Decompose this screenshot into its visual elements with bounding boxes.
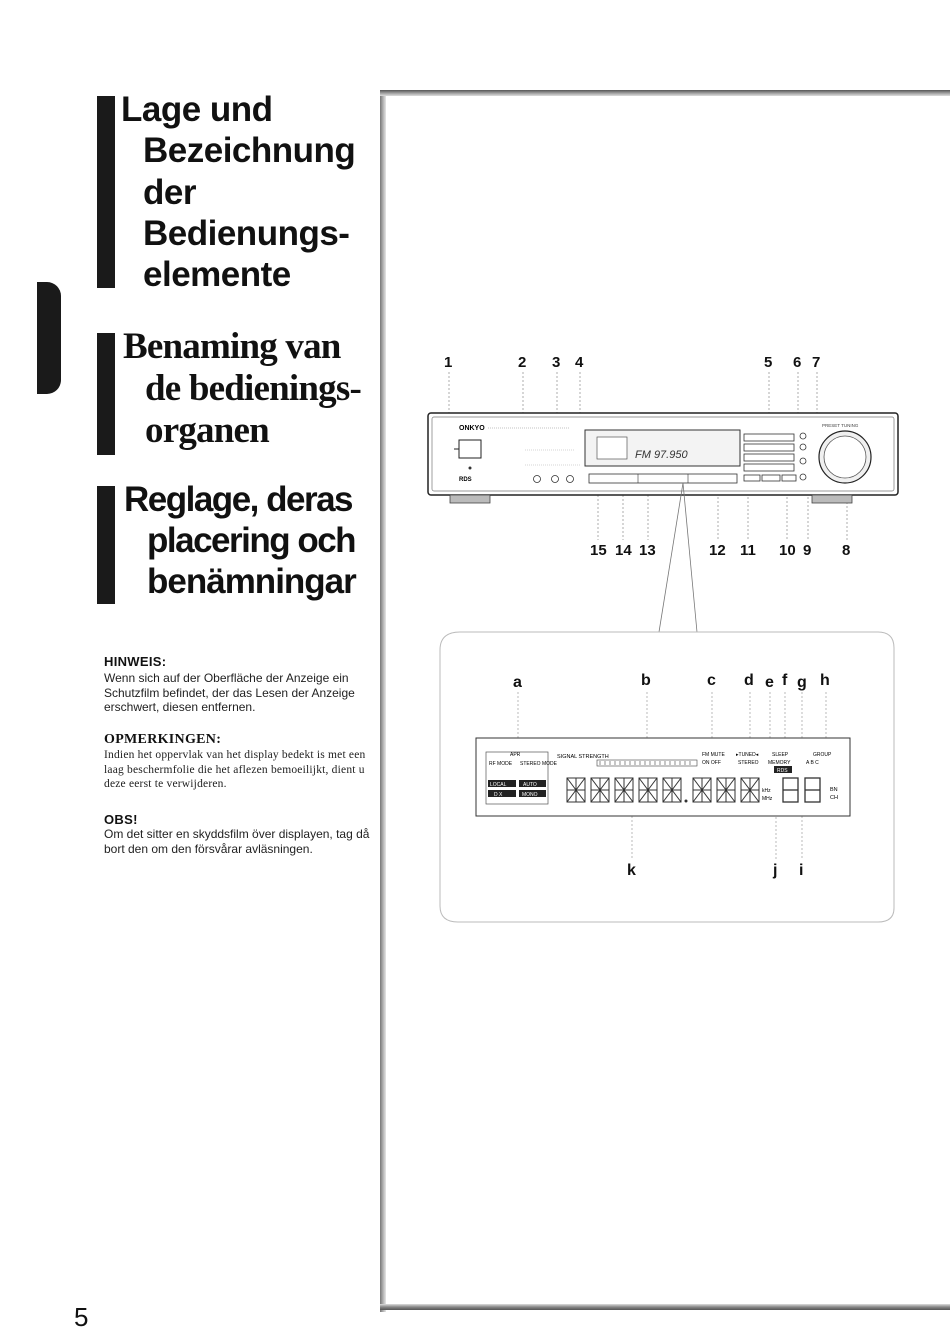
heading-swedish-line3: benämningar (147, 562, 356, 601)
callout-k: k (627, 862, 636, 879)
svg-text:LOCAL: LOCAL (490, 782, 507, 788)
note-swedish-text: Om det sitter en skyddsfilm över displayen, tag då bort den om den försvårar avläsningen. (104, 827, 370, 856)
callout-g: g (797, 674, 807, 691)
svg-text:kHz: kHz (762, 788, 771, 794)
svg-text:RDS: RDS (777, 768, 788, 774)
callout-7: 7 (812, 354, 821, 371)
callout-d: d (744, 672, 754, 689)
callout-6: 6 (793, 354, 802, 371)
callout-h: h (820, 672, 830, 689)
callout-10: 10 (779, 542, 796, 559)
heading-german-line1: Lage und (121, 90, 273, 129)
callout-f: f (782, 672, 788, 689)
callout-c: c (707, 672, 716, 689)
page-number: 5 (74, 1302, 89, 1332)
rds-badge: RDS (459, 477, 472, 483)
svg-text:ON OFF: ON OFF (702, 760, 721, 766)
preset-label: PRESET TUNING (822, 423, 859, 428)
heading-german-line5: elemente (143, 255, 291, 294)
svg-text:APR: APR (510, 752, 521, 758)
heading-swedish-line2: placering och (147, 521, 356, 560)
callout-e: e (765, 674, 774, 691)
callout-15: 15 (590, 542, 607, 559)
callout-b: b (641, 672, 651, 689)
note-dutch-text: Indien het oppervlak van het display bedekt is met een laag beschermfolie die het aflezen bemoeilijkt, dient u deze eerst te verwijderen. (104, 749, 366, 790)
svg-text:RF MODE: RF MODE (489, 761, 513, 767)
heading-german-line2: Bezeichnung (143, 131, 356, 170)
svg-text:▸TUNED◂: ▸TUNED◂ (736, 752, 759, 758)
callout-8: 8 (842, 542, 851, 559)
callout-3: 3 (552, 354, 561, 371)
heading-dutch-line3: organen (145, 410, 269, 451)
callout-14: 14 (615, 542, 632, 559)
heading-swedish-line1: Reglage, deras (124, 480, 352, 519)
display-reading: FM 97.950 (635, 449, 688, 461)
svg-text:MHz: MHz (762, 796, 773, 802)
callout-a: a (513, 674, 522, 691)
callout-12: 12 (709, 542, 726, 559)
svg-text:SIGNAL STRENGTH: SIGNAL STRENGTH (557, 754, 609, 760)
svg-text:MONO: MONO (522, 792, 538, 798)
callout-13: 13 (639, 542, 656, 559)
svg-text:MEMORY: MEMORY (768, 760, 791, 766)
svg-text:SLEEP: SLEEP (772, 752, 789, 758)
brand-label: ONKYO (459, 425, 485, 432)
callout-i: i (799, 862, 804, 879)
callout-5: 5 (764, 354, 773, 371)
callout-4: 4 (575, 354, 584, 371)
svg-text:CH: CH (830, 795, 838, 801)
callout-11: 11 (740, 542, 756, 559)
callout-9: 9 (803, 542, 812, 559)
note-german-text: Wenn sich auf der Oberfläche der Anzeige ein Schutzfilm befindet, der das Lesen der Anzeige erschwert, diesen entfernen. (104, 671, 355, 714)
note-german-title: HINWEIS: (104, 654, 167, 669)
note-dutch-title: OPMERKINGEN: (104, 732, 222, 747)
heading-dutch-line2: de bedienings- (145, 368, 361, 409)
svg-text:FM MUTE: FM MUTE (702, 752, 725, 758)
svg-text:BN: BN (830, 787, 838, 793)
callout-1: 1 (444, 354, 453, 371)
heading-german-line3: der (143, 173, 196, 212)
callout-2: 2 (518, 354, 527, 371)
heading-dutch-line1: Benaming van (123, 326, 341, 367)
svg-text:STEREO: STEREO (738, 760, 759, 766)
svg-text:AUTO: AUTO (523, 782, 537, 788)
svg-text:A B C: A B C (806, 760, 819, 766)
heading-german-line4: Bedienungs- (143, 214, 350, 253)
svg-text:STEREO MODE: STEREO MODE (520, 761, 557, 767)
svg-text:GROUP: GROUP (813, 752, 832, 758)
svg-text:D X: D X (494, 792, 503, 798)
note-swedish-title: OBS! (104, 812, 138, 827)
callout-j: j (773, 862, 778, 879)
